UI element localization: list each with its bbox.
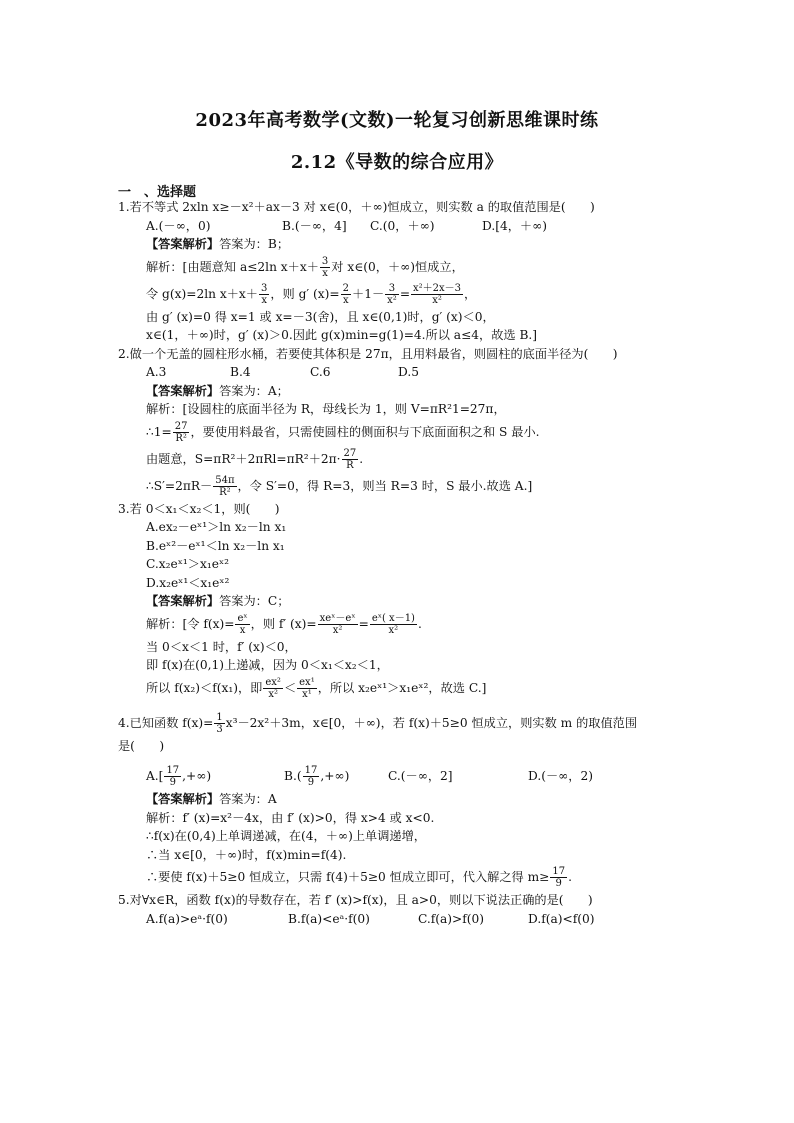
fraction [318, 613, 358, 636]
q2-option-b: B.4 [230, 365, 251, 379]
text: ,+∞) [182, 769, 212, 783]
fraction [164, 765, 181, 788]
q1-step-3: 由 g′ (x)=0 得 x=1 或 x=－3(舍)，且 x∈(0,1)时，g′ (x)＜0， [146, 309, 495, 324]
q4-answer [118, 790, 698, 809]
denominator: R² [175, 432, 187, 444]
text: ＋1－ [352, 286, 385, 301]
q5-stem: 5.对∀x∈R，函数 f(x)的导数存在，若 f′ (x)>f(x)，且 a>0，则以下说法正确的是( ) [118, 893, 593, 907]
denominator: x [261, 294, 267, 306]
questions [118, 198, 698, 928]
text: . [359, 451, 364, 466]
fraction [550, 866, 567, 889]
denominator: x² [387, 294, 397, 306]
fraction [235, 613, 249, 636]
q3-option-a: A.ex₂－eˣ¹＞ln x₂－ln x₁ [146, 520, 287, 534]
numerator: eˣ( x－1) [371, 612, 415, 624]
fraction [297, 677, 317, 700]
numerator: 27 [174, 420, 188, 432]
numerator: 17 [552, 866, 566, 877]
q1-options [118, 217, 698, 236]
denominator: x [343, 294, 349, 306]
q1-option-a: A.(－∞，0) [146, 218, 211, 233]
q3-stem: 3.若 0＜x₁＜x₂＜1，则( ) [118, 501, 280, 516]
q2-step-2 [118, 419, 698, 446]
fraction [259, 283, 269, 306]
fraction [341, 283, 351, 306]
fraction [320, 256, 330, 279]
q1-answer [118, 235, 698, 254]
numerator: x²＋2x－3 [413, 282, 462, 294]
q3-option-b: B.eˣ²－eˣ¹＜ln x₂－ln x₁ [146, 538, 285, 553]
fraction [213, 475, 236, 498]
text: B.( [284, 769, 302, 783]
text: 所以 f(x₂)＜f(x₁)，即 [146, 680, 263, 695]
denominator: x¹ [302, 688, 312, 700]
fraction [173, 421, 190, 444]
section-header: 一 、选择题 [118, 185, 197, 200]
text: 解析：[令 f(x)= [146, 616, 235, 631]
denominator: x [322, 267, 328, 279]
answer-tag: 【答案解析】 [146, 383, 220, 398]
denominator: x² [388, 624, 399, 636]
fraction [263, 677, 283, 700]
spacer [118, 702, 698, 710]
answer-tag: 【答案解析】 [146, 792, 220, 806]
q4-stem-cont: 是( ) [118, 738, 165, 753]
numerator: 3 [321, 255, 329, 267]
q1-option-b: B.(－∞，4] [282, 218, 347, 233]
q3-option-c: C.x₂eˣ¹＞x₁eˣ² [146, 557, 229, 571]
q5-option-c: C.f(a)>f(0) [418, 911, 485, 926]
numerator: ex¹ [299, 676, 315, 688]
answer-text: 答案为：A； [219, 383, 289, 398]
document-subtitle: 2.12《导数的综合应用》 [290, 152, 504, 173]
q3-step-3: 即 f(x)在(0,1)上递减，因为 0＜x₁＜x₂＜1， [146, 658, 389, 672]
q4-step-1: 解析：f′ (x)=x²－4x，由 f′ (x)>0，得 x>4 或 x<0. [146, 810, 435, 825]
numerator: 2 [342, 282, 350, 294]
fraction [303, 765, 320, 788]
text: ,+∞) [320, 769, 350, 783]
answer-tag: 【答案解析】 [146, 237, 220, 251]
q1-step-1 [118, 254, 698, 281]
q4-options [118, 763, 698, 790]
denominator: x² [332, 624, 343, 636]
q5-option-d: D.f(a)<f(0) [528, 911, 595, 926]
q1-option-d: D.[4，＋∞) [482, 218, 548, 233]
document-title: 2023年高考数学(文数)一轮复习创新思维课时练 [195, 110, 599, 131]
numerator: 1 [216, 711, 223, 723]
q1-step-4: x∈(1，＋∞)时，g′ (x)＞0.因此 g(x)min=g(1)=4.所以 a≤4，故选 B.] [146, 328, 538, 342]
q4-option-b [284, 763, 388, 790]
numerator: 3 [260, 282, 268, 294]
text: ，要使用料最省，只需使圆柱的侧面积与下底面面积之和 S 最小. [190, 424, 540, 439]
fraction [342, 448, 359, 471]
text: ∴要使 f(x)＋5≥0 恒成立，只需 f(4)＋5≥0 恒成立即可，代入解之得 m≥ [146, 870, 550, 884]
q2-step-1: 解析：[设圆柱的底面半径为 R，母线长为 1，则 V=πR²1=27π， [146, 402, 506, 416]
numerator: xeˣ－eˣ [319, 612, 356, 624]
q4-step-3: ∴当 x∈[0，＋∞)时，f(x)min=f(4). [146, 847, 347, 862]
q4-option-a [146, 763, 284, 790]
fraction [411, 283, 463, 306]
q5-options [118, 910, 698, 929]
q1-step-2 [118, 281, 698, 308]
q2-options [118, 363, 698, 382]
text: x³－2x²＋3m，x∈[0，＋∞)，若 f(x)＋5≥0 恒成立，则实数 m 的取值范围 [225, 715, 638, 730]
text: 解析：[由题意知 a≤2ln x＋x＋ [146, 259, 319, 274]
q4-step-2: ∴f(x)在(0,4)上单调递减，在(4，＋∞)上单调递增， [146, 829, 426, 843]
text: ，令 S′=0，得 R=3，则当 R=3 时，S 最小.故选 A.] [237, 478, 533, 493]
fraction [385, 283, 399, 306]
fraction [214, 712, 224, 735]
q2-step-3 [118, 446, 698, 473]
q3-step-2: 当 0＜x＜1 时，f′ (x)＜0， [146, 639, 297, 654]
q2-option-a: A.3 [146, 365, 167, 379]
text: ＜ [283, 680, 297, 695]
answer-text: 答案为：B； [219, 237, 290, 251]
text: 令 g(x)=2ln x＋x＋ [146, 286, 258, 301]
text: ，则 g′ (x)= [270, 286, 340, 301]
numerator: eˣ [237, 612, 248, 624]
text: 4.已知函数 f(x)= [118, 715, 214, 730]
text: ∴1= [146, 424, 172, 439]
q5-option-a: A.f(a)>eᵃ·f(0) [146, 911, 228, 926]
denominator: R² [219, 486, 231, 498]
q2-option-d: D.5 [398, 365, 419, 379]
text: 由题意，S=πR²＋2πRl=πR²＋2π· [146, 451, 341, 466]
denominator: 3 [216, 723, 223, 735]
answer-text: 答案为：C； [219, 594, 290, 608]
text: = [358, 616, 369, 631]
q2-stem: 2.做一个无盖的圆柱形水桶，若要使其体积是 27π，且用料最省，则圆柱的底面半径为( ) [118, 346, 618, 361]
q3-step-4 [118, 675, 698, 702]
fraction [370, 613, 417, 636]
text: ， [464, 286, 477, 301]
q2-step-4 [118, 473, 698, 500]
text: . [417, 616, 422, 631]
spacer [118, 755, 698, 763]
q3-option-d: D.x₂eˣ¹＜x₁eˣ² [146, 575, 230, 590]
numerator: 17 [166, 765, 180, 776]
q2-answer [118, 382, 698, 401]
text: = [399, 286, 411, 301]
q5-option-b: B.f(a)<eᵃ·f(0) [288, 911, 370, 926]
q4-option-d: D.(－∞，2) [528, 769, 594, 783]
q4-step-4 [118, 864, 698, 891]
denominator: x [239, 624, 246, 636]
q1-option-c: C.(0，＋∞) [370, 218, 435, 233]
denominator: 9 [555, 878, 562, 889]
numerator: 3 [385, 283, 399, 295]
numerator: 17 [304, 765, 318, 776]
denominator: x² [268, 688, 278, 700]
text: ，则 f′ (x)= [250, 616, 317, 631]
answer-tag: 【答案解析】 [146, 594, 220, 608]
text: 对 x∈(0，＋∞)恒成立， [331, 259, 464, 274]
denominator: x² [432, 294, 442, 306]
numerator: 27 [343, 447, 357, 459]
q3-answer [118, 592, 698, 611]
text: ∴S′=2πR－ [146, 478, 213, 493]
denominator: R [346, 459, 354, 471]
numerator: ex² [265, 676, 281, 688]
text: ，所以 x₂eˣ¹＞x₁eˣ²，故选 C.] [317, 680, 487, 695]
denominator: 9 [307, 777, 315, 788]
q4-option-c: C.(－∞，2] [388, 769, 453, 783]
answer-text: 答案为：A [219, 792, 277, 806]
text: A.[ [146, 769, 164, 783]
text: . [568, 870, 572, 884]
q1-stem: 1.若不等式 2xln x≥－x²＋ax－3 对 x∈(0，＋∞)恒成立，则实数 a 的取值范围是( ) [118, 200, 595, 214]
q4-stem [118, 710, 698, 737]
q3-step-1 [118, 611, 698, 638]
q2-option-c: C.6 [310, 365, 331, 379]
denominator: 9 [169, 777, 176, 788]
numerator: 54π [215, 474, 235, 486]
